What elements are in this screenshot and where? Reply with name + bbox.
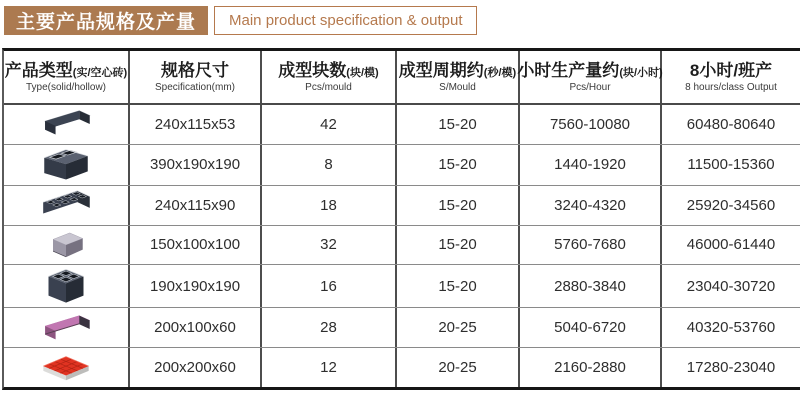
pcs-mould-cell: 28 — [262, 308, 397, 347]
output-8h-cell: 25920-34560 — [686, 196, 776, 214]
col-header-pcs-hour — [517, 51, 663, 103]
pink-paver-icon — [4, 308, 130, 347]
col-header-8h-output-zh: 8小时/班产 — [689, 60, 773, 80]
table-row — [4, 265, 800, 308]
pcs-mould-cell: 12 — [262, 348, 397, 387]
cycle-cell: 15-20 — [397, 105, 520, 144]
red-tile-icon — [4, 348, 130, 387]
col-header-pcs-mould-en: Pcs/mould — [305, 81, 352, 93]
spec-cell: 390x190x190 — [130, 145, 262, 185]
pcs-hour-cell: 1440-1920 — [520, 145, 662, 185]
cycle-cell: 15-20 — [397, 186, 520, 225]
table-row — [4, 145, 800, 186]
table-header-row — [4, 51, 800, 105]
table-body — [4, 105, 800, 387]
table-row — [4, 226, 800, 266]
cycle-cell: 20-25 — [397, 308, 520, 347]
table-row — [4, 348, 800, 387]
pcs-mould-cell: 32 — [262, 226, 397, 265]
spec-cell: 200x200x60 — [130, 348, 262, 387]
pcs-hour-cell: 5040-6720 — [520, 308, 662, 347]
col-header-cycle-zh: 成型周期约(秒/模) — [398, 60, 517, 80]
col-header-cycle — [397, 51, 520, 103]
pcs-mould-cell: 18 — [262, 186, 397, 225]
spec-cell: 200x100x60 — [130, 308, 262, 347]
col-header-type-zh: 产品类型(实/空心砖) — [4, 60, 128, 80]
output-8h-cell: 23040-30720 — [686, 277, 776, 295]
pcs-hour-cell: 2880-3840 — [520, 265, 662, 307]
solid-brick-icon — [4, 105, 130, 144]
output-8h-cell: 11500-15360 — [687, 156, 775, 174]
solid-small-block-icon — [4, 226, 130, 265]
pcs-hour-cell: 7560-10080 — [520, 105, 662, 144]
col-header-spec-en: Specification(mm) — [154, 81, 236, 93]
col-header-pcs-hour-zh: 小时生产量约(块/小时) — [517, 60, 663, 80]
pcs-hour-cell: 2160-2880 — [520, 348, 662, 387]
pcs-hour-cell: 5760-7680 — [520, 226, 662, 265]
col-header-type — [4, 51, 130, 103]
pcs-mould-cell: 8 — [262, 145, 397, 185]
spec-table — [2, 48, 800, 390]
table-row — [4, 186, 800, 226]
pcs-mould-cell: 16 — [262, 265, 397, 307]
perforated-8-brick-icon — [4, 186, 130, 225]
page-title-zh: 主要产品规格及产量 — [4, 6, 208, 35]
pcs-hour-cell: 3240-4320 — [520, 186, 662, 225]
table-row — [4, 308, 800, 348]
col-header-8h-output-en: 8 hours/class Output — [685, 81, 777, 93]
col-header-pcs-mould-zh: 成型块数(块/模) — [278, 60, 379, 80]
output-8h-cell: 17280-23040 — [686, 359, 776, 377]
page-header — [4, 6, 477, 35]
output-8h-cell: 46000-61440 — [686, 236, 776, 254]
col-header-8h-output — [662, 51, 800, 103]
cycle-cell: 20-25 — [397, 348, 520, 387]
col-header-spec-zh: 规格尺寸 — [161, 60, 229, 80]
pcs-mould-cell: 42 — [262, 105, 397, 144]
cycle-cell: 15-20 — [397, 265, 520, 307]
table-row — [4, 105, 800, 145]
col-header-pcs-hour-en: Pcs/Hour — [569, 81, 611, 93]
page-title-en: Main product specification & output — [214, 6, 477, 35]
spec-cell: 150x100x100 — [130, 226, 262, 265]
spec-cell: 190x190x190 — [130, 265, 262, 307]
col-header-type-en: Type(solid/hollow) — [25, 81, 107, 93]
col-header-cycle-en: S/Mould — [439, 81, 476, 93]
output-8h-cell: 60480-80640 — [686, 115, 776, 133]
col-header-spec — [130, 51, 262, 103]
hollow-4-cube-icon — [4, 265, 130, 307]
spec-cell: 240x115x90 — [130, 186, 262, 225]
col-header-pcs-mould — [262, 51, 397, 103]
hollow-2-block-icon — [4, 145, 130, 185]
cycle-cell: 15-20 — [397, 226, 520, 265]
spec-cell: 240x115x53 — [130, 105, 262, 144]
output-8h-cell: 40320-53760 — [686, 319, 776, 337]
cycle-cell: 15-20 — [397, 145, 520, 185]
